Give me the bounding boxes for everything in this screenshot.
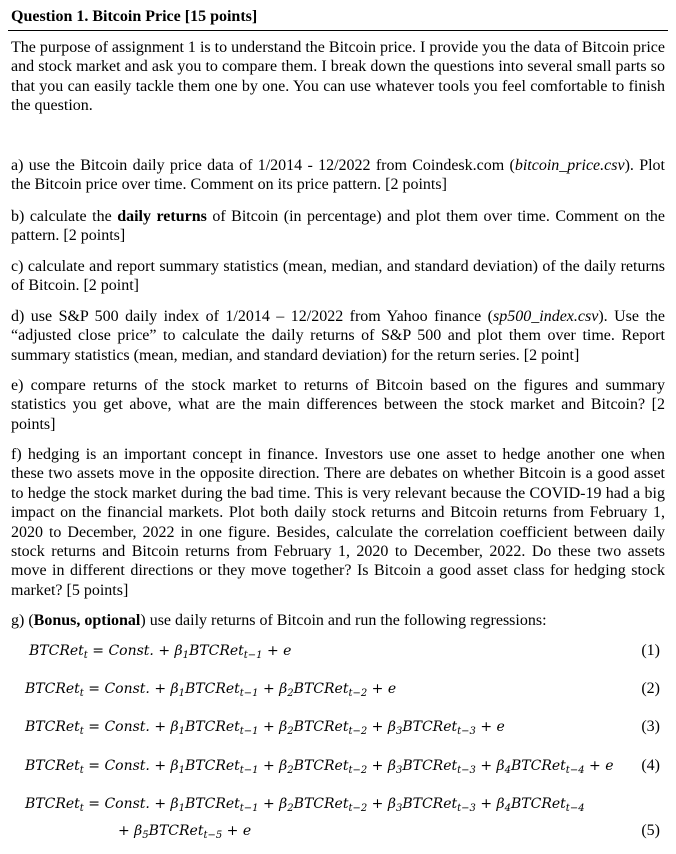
part-b-text-1: b) calculate the <box>11 208 118 225</box>
part-b <box>11 207 665 246</box>
part-f: f) hedging is an important concept in finance. Investors use one asset to hedge another one when these two assets move in the opposite direction. There are debates on whether Bitcoin is a good asset to hedge the stock market during the bad time. This is very relevant because the COVID-19 had a big impact on the financial markets. Plot both daily stock returns and Bitcoin returns from February 1, 2020 to December, 2022 in one figure. Besides, calculate the correlation coefficient between daily stock returns and Bitcoin returns from February 1, 2020 to December, 2022. Do these two assets move in different directions or they move together? Is Bitcoin a good asset class for hedging stock market? [5 points] <box>11 446 665 599</box>
equation-4: BTCRet$_t$ = Const. + $\beta_1BTCRet_{t-1}$ + $\beta_2BTCRet_{t-2}$ + $\beta_3BTCRet_{t-3}$ + $\beta_4BTCRet_{t-4} + e$ <box>25 758 614 776</box>
equation-3: BTCRet$_t$ = Const. + $\beta_1BTCRet_{t-1}$ + $\beta_2BTCRet_{t-2}$ + $\beta_3BTCRet_{t-3} + e$ <box>25 719 505 737</box>
question-title: Question 1. Bitcoin Price [15 points] <box>11 8 258 25</box>
equation-1-label: (1) <box>641 642 660 659</box>
equation-2: BTCRet$_t$ = Const. + $\beta_1BTCRet_{t-1}$ + $\beta_2BTCRet_{t-2} + e$ <box>25 681 397 699</box>
equation-5-line-2: + $\beta_5BTCRet_{t-5} + e$ <box>118 823 252 841</box>
part-d <box>11 307 665 365</box>
title-divider <box>8 30 668 31</box>
part-d-text-2: ). Use the “adjusted close price” to calculate the daily returns of S&P 500 and plot them over time. Report summary statistics (mean, median, and standard deviation) for the return series. [2 point] <box>11 308 666 364</box>
part-b-text-2: of Bitcoin (in percentage) and plot them over time. Comment on the pattern. [2 points] <box>11 208 666 245</box>
part-g <box>11 611 665 630</box>
part-g-text-1: g) ( <box>11 612 34 629</box>
equation-1: BTCRet$_t$ = Const. + $\beta_1BTCRet_{t-1} + e$ <box>29 643 292 661</box>
equation-3-label: (3) <box>641 718 660 735</box>
part-a <box>11 156 665 195</box>
intro-paragraph: The purpose of assignment 1 is to understand the Bitcoin price. I provide you the data of Bitcoin price and stock market and ask you to compare them. I break down the questions into several small parts so that you can easily tackle them one by one. You can use whatever tools you feel comfortable to finish the question. <box>11 39 665 115</box>
part-c: c) calculate and report summary statistics (mean, median, and standard deviation) of the daily returns of Bitcoin. [2 point] <box>11 258 665 295</box>
part-b-bold: daily returns <box>117 208 207 225</box>
part-a-text-2: ). Plot the Bitcoin price over time. Comment on its price pattern. [2 points] <box>11 157 666 194</box>
part-g-bold: Bonus, optional <box>33 612 141 629</box>
equation-5-line-1: BTCRet$_t$ = Const. + $\beta_1BTCRet_{t-1}$ + $\beta_2BTCRet_{t-2}$ + $\beta_3BTCRet_{t-3}$ + $\beta_4BTCRet_{t-4}$ <box>25 796 585 814</box>
part-d-text-1: d) use S&P 500 daily index of 1/2014 – 12/2022 from Yahoo finance ( <box>11 308 494 325</box>
part-g-text-2: ) use daily returns of Bitcoin and run the following regressions: <box>140 612 547 629</box>
part-a-filename: bitcoin_price.csv <box>514 157 625 174</box>
part-e: e) compare returns of the stock market to returns of Bitcoin based on the figures and summary statistics you get above, what are the main differences between the stock market and Bitcoin? [2 points] <box>11 377 665 433</box>
part-a-text-1: a) use the Bitcoin daily price data of 1/2014 - 12/2022 from Coindesk.com ( <box>11 157 515 174</box>
equation-2-label: (2) <box>641 680 660 697</box>
equation-4-label: (4) <box>641 757 660 774</box>
equation-5-label: (5) <box>641 822 660 839</box>
part-d-filename: sp500_index.csv <box>493 308 599 325</box>
